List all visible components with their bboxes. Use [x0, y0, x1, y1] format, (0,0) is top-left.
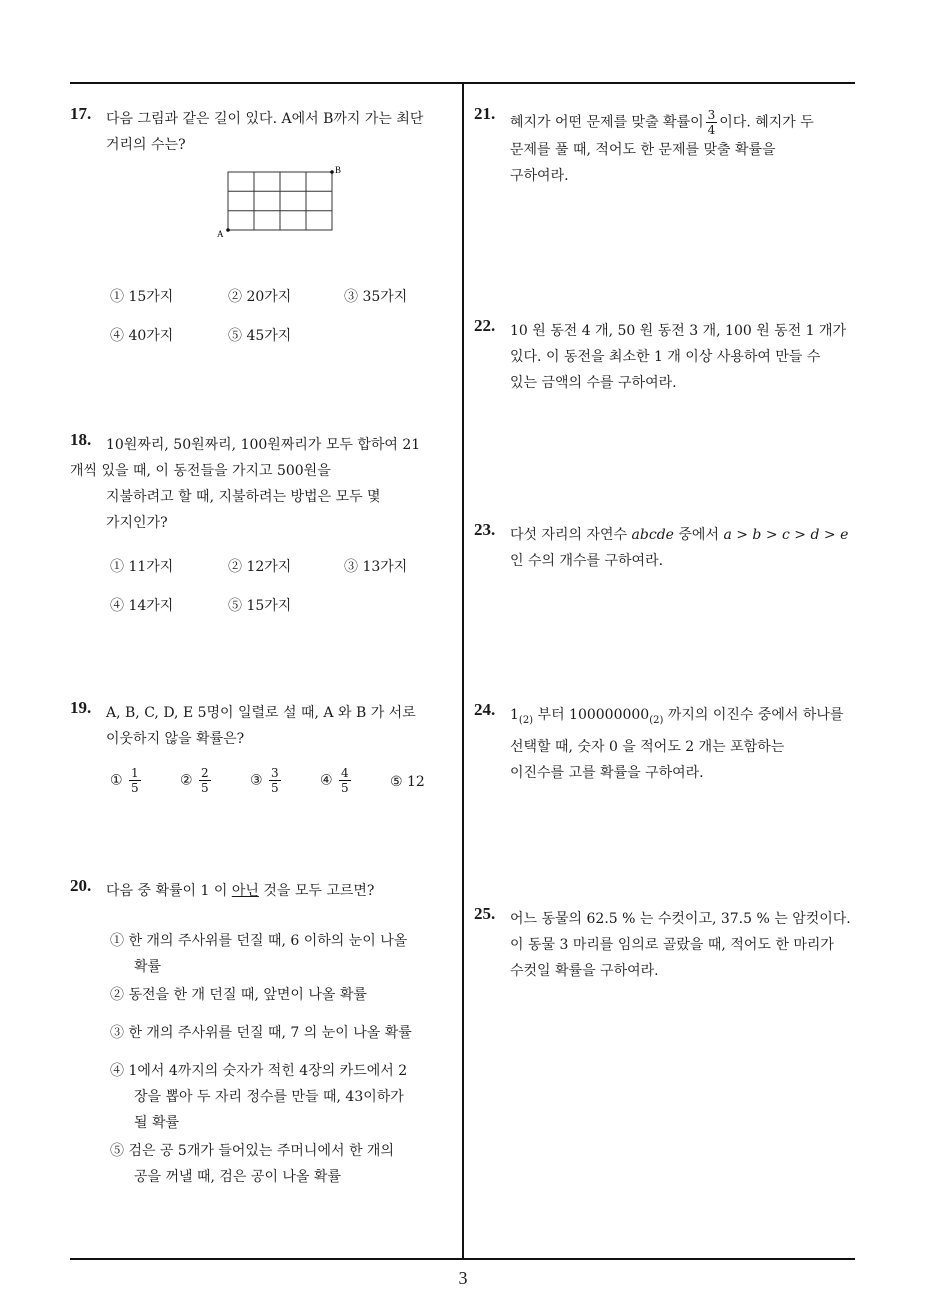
question-text-part: 중에서: [673, 527, 724, 543]
option-2[interactable]: [110, 982, 367, 1008]
denominator: 5: [201, 781, 209, 795]
question-text: [106, 700, 416, 752]
question-line: [510, 108, 814, 137]
question-line: 있다. 이 동전을 최소한 1 개 이상 사용하여 만들 수: [510, 349, 821, 365]
question-line: 이웃하지 않을 확률은?: [106, 731, 245, 747]
question-number: 21.: [474, 104, 496, 123]
question-text: [106, 106, 423, 158]
bottom-rule: [70, 1258, 855, 1260]
numerator: 4: [341, 766, 349, 780]
option-2[interactable]: ② 20가지: [228, 289, 292, 305]
question-text-part: 혜지가 어떤 문제를 맞출 확률이: [510, 114, 704, 131]
question-text: [510, 702, 843, 786]
option-5[interactable]: ⑤ 15가지: [228, 598, 292, 614]
option-line: ② 동전을 한 개 던질 때, 앞면이 나올 확률: [110, 987, 367, 1003]
fraction: [129, 766, 141, 795]
question-number: 17.: [70, 104, 92, 123]
option-3[interactable]: ③ 13가지: [344, 559, 408, 575]
question-line: 이 동물 3 마리를 임의로 골랐을 때, 적어도 한 마리가: [510, 937, 834, 953]
question-text: [510, 522, 848, 574]
fraction: [269, 766, 281, 795]
option-3[interactable]: [250, 766, 283, 795]
underlined-word: 아닌: [231, 883, 259, 899]
option-line: ④ 1에서 4까지의 숫자가 적힌 4장의 카드에서 2: [110, 1063, 408, 1079]
point-a-label: A: [217, 229, 224, 239]
question-line: 개씩 있을 때, 이 동전들을 가지고 500원을: [70, 463, 331, 479]
page-number: 3: [458, 1268, 468, 1288]
denominator: 5: [341, 781, 349, 795]
question-line: 거리의 수는?: [106, 137, 186, 153]
denominator: 5: [131, 781, 139, 795]
question-line: 10원짜리, 50원짜리, 100원짜리가 모두 합하여 21: [106, 437, 421, 453]
option-1[interactable]: [110, 766, 143, 795]
question-line: 10 원 동전 4 개, 50 원 동전 3 개, 100 원 동전 1 개가: [510, 323, 847, 339]
option-line: 공을 꺼낼 때, 검은 공이 나올 확률: [134, 1169, 341, 1185]
question-text: [106, 484, 381, 536]
question-number: 20.: [70, 876, 92, 895]
numerator: 3: [271, 766, 279, 780]
question-text: [106, 878, 374, 904]
denominator: 4: [707, 123, 716, 137]
option-line: ① 한 개의 주사위를 던질 때, 6 이하의 눈이 나올: [110, 933, 408, 949]
option-4[interactable]: [110, 1058, 407, 1136]
question-text-part: 것을 모두 고르면?: [258, 883, 375, 899]
question-line: [510, 702, 843, 734]
question-line: 가지인가?: [106, 515, 168, 531]
option-5[interactable]: [110, 1138, 394, 1190]
question-line: 수컷일 확률을 구하여라.: [510, 963, 659, 979]
grid-path-figure: [212, 162, 352, 242]
option-line: 장을 뽑아 두 자리 정수를 만들 때, 43이하가: [134, 1089, 404, 1105]
question-number: 23.: [474, 520, 496, 539]
question-line: 어느 동물의 62.5 % 는 수컷이고, 37.5 % 는 암컷이다.: [510, 911, 851, 927]
question-line: 문제를 풀 때, 적어도 한 문제를 맞출 확률을: [510, 142, 776, 158]
question-text-part: 다음 중 확률이 1 이: [106, 883, 232, 899]
option-1[interactable]: ① 11가지: [110, 559, 174, 575]
question-line: 인 수의 개수를 구하여라.: [510, 553, 664, 569]
denominator: 5: [271, 781, 279, 795]
column-divider: [462, 83, 464, 1259]
question-text: [510, 318, 846, 396]
question-text-part: 이다. 혜지가 두: [719, 114, 814, 131]
numerator: 3: [707, 108, 716, 122]
option-line: ⑤ 검은 공 5개가 들어있는 주머니에서 한 개의: [110, 1143, 394, 1159]
fraction: [199, 766, 211, 795]
option-4[interactable]: ④ 14가지: [110, 598, 174, 614]
question-line: 지불하려고 할 때, 지불하려는 방법은 모두 몇: [106, 489, 381, 505]
math-expression: abcde: [631, 527, 674, 543]
question-line: 다음 그림과 같은 길이 있다. A에서 B까지 가는 최단: [106, 111, 424, 127]
option-5[interactable]: ⑤ 45가지: [228, 328, 292, 344]
option-3[interactable]: ③ 35가지: [344, 289, 408, 305]
question-line: 이진수를 고를 확률을 구하여라.: [510, 764, 704, 781]
option-mark: ①: [110, 772, 123, 789]
question-line: 선택할 때, 숫자 0 을 적어도 2 개는 포함하는: [510, 738, 785, 755]
question-text-part: 까지의 이진수 중에서 하나를: [663, 707, 844, 723]
question-line: [510, 522, 848, 548]
question-number: 25.: [474, 904, 496, 923]
question-text: [510, 108, 814, 189]
fraction: [706, 108, 718, 137]
option-line: 확률: [134, 959, 162, 975]
option-mark: ②: [180, 772, 193, 789]
question-text-part: 1: [510, 707, 519, 723]
option-4[interactable]: [320, 766, 353, 795]
option-1[interactable]: ① 15가지: [110, 289, 174, 305]
question-text: [510, 906, 851, 984]
option-3[interactable]: [110, 1020, 412, 1046]
question-number: 19.: [70, 698, 92, 717]
question-line: A, B, C, D, E 5명이 일렬로 설 때, A 와 B 가 서로: [106, 705, 416, 721]
question-text-part: 다섯 자리의 자연수: [510, 527, 632, 543]
numerator: 2: [201, 766, 209, 780]
question-number: 22.: [474, 316, 496, 335]
option-2[interactable]: [180, 766, 213, 795]
question-line: 구하여라.: [510, 168, 569, 184]
option-line: ③ 한 개의 주사위를 던질 때, 7 의 눈이 나올 확률: [110, 1025, 412, 1041]
option-mark: ③: [250, 772, 263, 789]
point-b-label: B: [335, 165, 342, 175]
subscript: (2): [649, 714, 664, 726]
option-4[interactable]: ④ 40가지: [110, 328, 174, 344]
option-2[interactable]: ② 12가지: [228, 559, 292, 575]
math-expression: a > b > c > d > e: [723, 527, 849, 543]
option-line: 될 확률: [134, 1115, 180, 1131]
numerator: 1: [131, 766, 139, 780]
question-line: [106, 878, 374, 904]
question-number: 24.: [474, 700, 496, 719]
option-5[interactable]: ⑤ 12: [390, 774, 425, 790]
subscript: (2): [518, 714, 534, 726]
option-mark: ④: [320, 772, 333, 789]
question-line: 있는 금액의 수를 구하여라.: [510, 375, 677, 391]
fraction: [339, 766, 351, 795]
question-number: 18.: [70, 430, 92, 449]
question-text-part: 부터 100000000: [533, 707, 650, 723]
option-1[interactable]: [110, 928, 407, 980]
